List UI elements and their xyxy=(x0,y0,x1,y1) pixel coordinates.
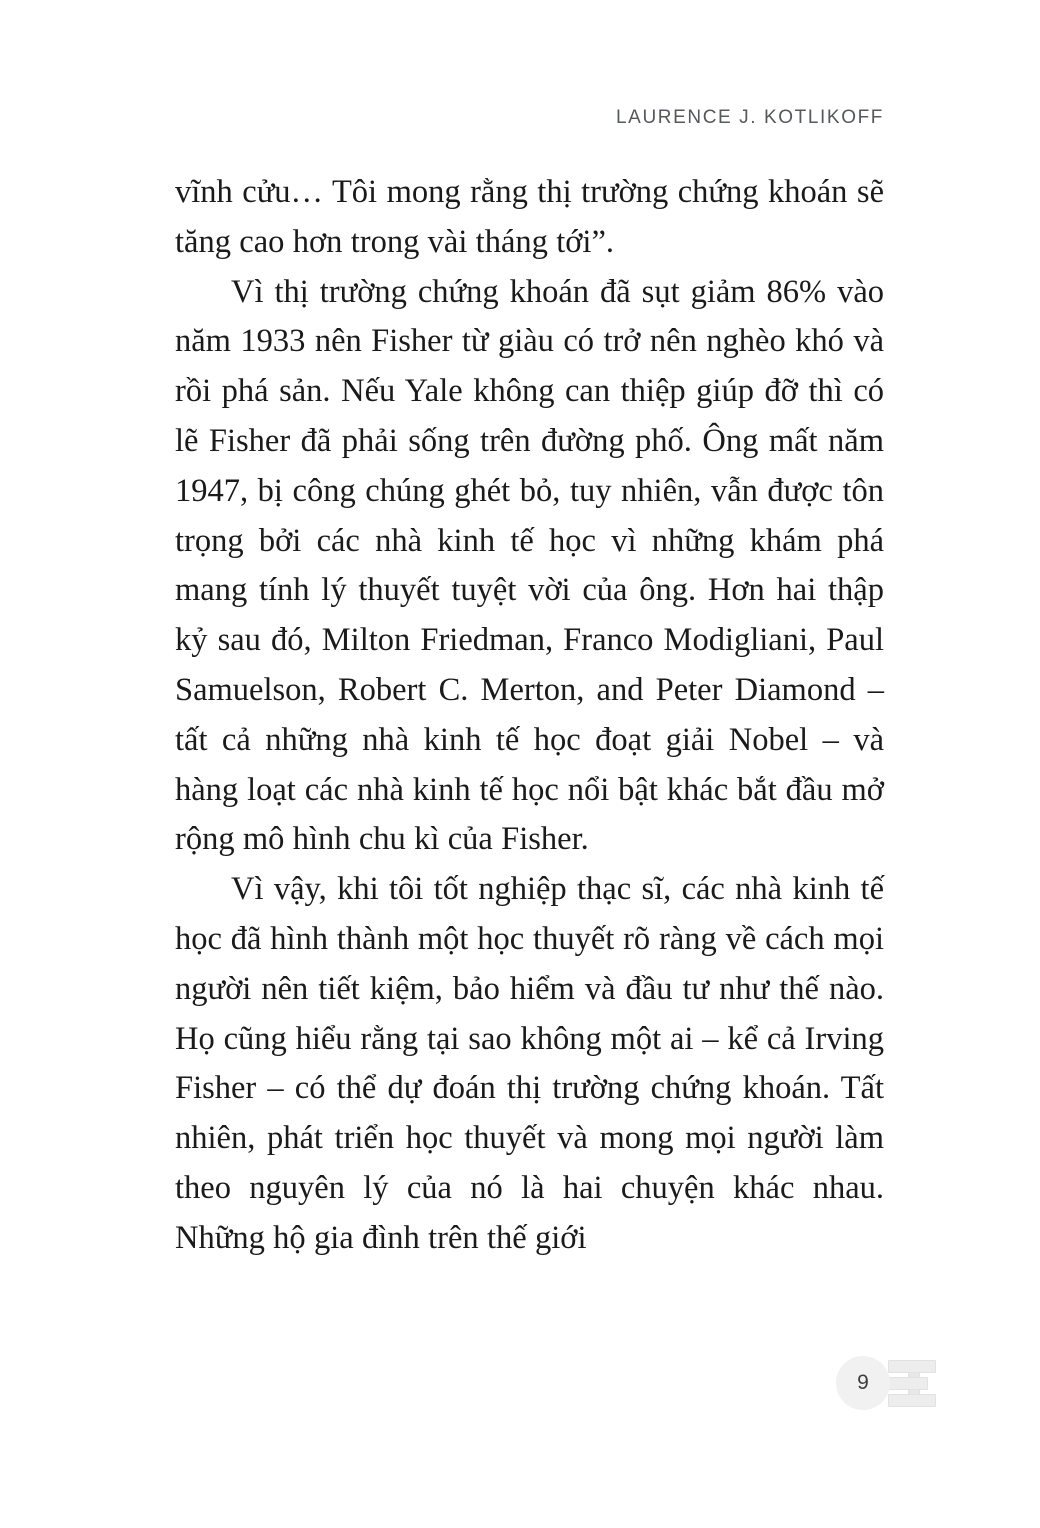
paragraph-2: Vì thị trường chứng khoán đã sụt giảm 86% vào năm 1933 nên Fisher từ giàu có trở nên nghèo khó và rồi phá sản. Nếu Yale không can thiệp giúp đỡ thì có lẽ Fisher đã phải sống trên đường phố. Ông mất năm 1947, bị công chúng ghét bỏ, tuy nhiên, vẫn được tôn trọng bởi các nhà kinh tế học vì những khám phá mang tính lý thuyết tuyệt vời của ông. Hơn hai thập kỷ sau đó, Milton Friedman, Franco Modigliani, Paul Samuelson, Robert C. Merton, and Peter Diamond – tất cả những nhà kinh tế học đoạt giải Nobel – và hàng loạt các nhà kinh tế học nổi bật khác bắt đầu mở rộng mô hình chu kì của Fisher. xyxy=(175,273,884,858)
page-number: 9 xyxy=(836,1356,890,1410)
stacked-books-bar-bottom xyxy=(888,1394,936,1407)
body-text-block xyxy=(175,168,884,1264)
page-footer xyxy=(836,1356,940,1418)
paragraph-3: Vì vậy, khi tôi tốt nghiệp thạc sĩ, các nhà kinh tế học đã hình thành một học thuyết rõ ràng về cách mọi người nên tiết kiệm, bảo hiểm và đầu tư như thế nào. Họ cũng hiểu rằng tại sao không một ai – kể cả Irving Fisher – có thể dự đoán thị trường chứng khoán. Tất nhiên, phát triển học thuyết và mong mọi người làm theo nguyên lý của nó là hai chuyện khác nhau. Những hộ gia đình trên thế giới xyxy=(175,871,884,1256)
stacked-books-bar-top xyxy=(888,1360,936,1373)
running-head: LAURENCE J. KOTLIKOFF xyxy=(616,107,884,128)
paragraph-1: vĩnh cửu… Tôi mong rằng thị trường chứng khoán sẽ tăng cao hơn trong vài tháng tới”. xyxy=(175,174,884,260)
